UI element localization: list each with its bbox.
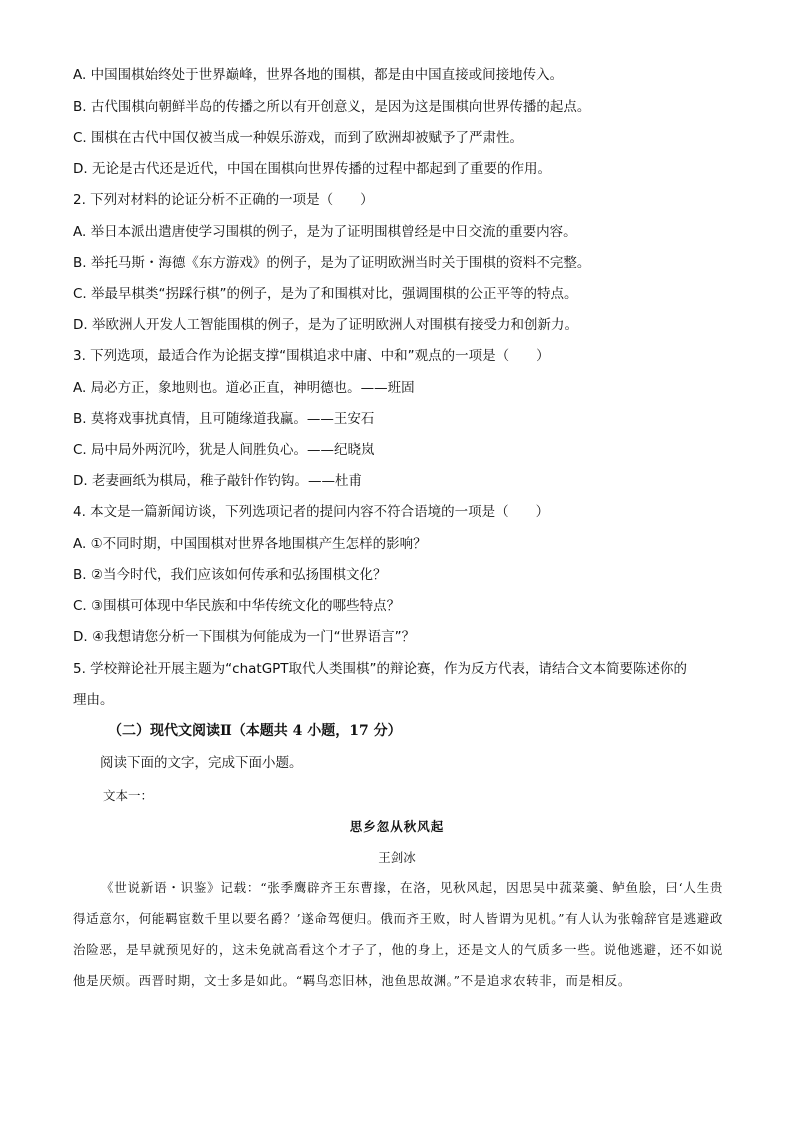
q3-option-d: D. 老妻画纸为棋局，稚子敲针作钓钩。——杜甫 <box>73 473 362 489</box>
q2-stem: 2. 下列对材料的论证分析不正确的一项是（ ） <box>73 192 374 208</box>
q1-option-c: C. 围棋在古代中国仅被当成一种娱乐游戏，而到了欧洲却被赋予了严肃性。 <box>73 130 524 146</box>
q2-option-b: B. 举托马斯・海德《东方游戏》的例子，是为了证明欧洲当时关于围棋的资料不完整。 <box>73 255 591 271</box>
essay-title: 思乡忽从秋风起 <box>349 819 445 834</box>
essay-author: 王剑冰 <box>378 850 416 865</box>
q2-option-a: A. 举日本派出遣唐使学习围棋的例子，是为了证明围棋曾经是中日交流的重要内容。 <box>73 224 577 240</box>
q3-option-c: C. 局中局外两沉吟，犹是人间胜负心。——纪晓岚 <box>73 442 375 458</box>
essay-paragraph: 《世说新语・识鉴》记载：“张季鹰辟齐王东曹掾，在洛，见秋风起，因思吴中菰菜羹、鲈鱼脍，曰‘人生贵得适意尔，何能羁宦数千里以要名爵？’遂命驾便归。俄而齐王败，时人皆谓为见机。”有人认为张翰辞官是逃避政治险恶，是早就预见好的，这未免就高看这个才子了，他的身上，还是文人的气质多一些。说他逃避，还不如说他是厌烦。西晋时期，文士多是如此。“羁鸟恋旧林，池鱼思故渊。”不是追求农转非，而是相反。 <box>73 880 723 988</box>
section-heading: （二）现代文阅读Ⅱ（本题共 4 小题，17 分） <box>108 723 402 739</box>
q2-option-d: D. 举欧洲人开发人工智能围棋的例子，是为了证明欧洲人对围棋有接受力和创新力。 <box>73 317 578 333</box>
q4-option-b: B. ②当今时代，我们应该如何传承和弘扬围棋文化？ <box>73 567 387 583</box>
q1-option-d: D. 无论是古代还是近代，中国在围棋向世界传播的过程中都起到了重要的作用。 <box>73 161 551 177</box>
q5-stem-line2: 理由。 <box>73 692 114 708</box>
q3-option-a: A. 局必方正，象地则也。道必正直，神明德也。——班固 <box>73 380 415 396</box>
text-label: 文本一： <box>103 788 154 803</box>
q4-option-c: C. ③围棋可体现中华民族和中华传统文化的哪些特点？ <box>73 598 401 614</box>
q3-option-b: B. 莫将戏事扰真情，且可随缘道我赢。——王安石 <box>73 411 375 427</box>
q1-option-b: B. 古代围棋向朝鲜半岛的传播之所以有开创意义，是因为这是围棋向世界传播的起点。 <box>73 99 591 115</box>
q2-option-c: C. 举最早棋类“拐踩行棋”的例子，是为了和围棋对比，强调围棋的公正平等的特点。 <box>73 286 578 302</box>
q5-stem-line1: 5. 学校辩论社开展主题为“chatGPT取代人类围棋”的辩论赛，作为反方代表，请结合文本简要陈述你的 <box>73 661 688 677</box>
q1-option-a: A. 中国围棋始终处于世界巅峰，世界各地的围棋，都是由中国直接或间接地传入。 <box>73 67 564 83</box>
reading-instruction: 阅读下面的文字，完成下面小题。 <box>100 755 303 771</box>
q4-option-d: D. ④我想请您分析一下围棋为何能成为一门“世界语言”？ <box>73 629 416 645</box>
q4-stem: 4. 本文是一篇新闻访谈，下列选项记者的提问内容不符合语境的一项是（ ） <box>73 504 550 520</box>
q4-option-a: A. ①不同时期，中国围棋对世界各地围棋产生怎样的影响？ <box>73 536 427 552</box>
q3-stem: 3. 下列选项，最适合作为论据支撑“围棋追求中庸、中和”观点的一项是（ ） <box>73 348 550 364</box>
